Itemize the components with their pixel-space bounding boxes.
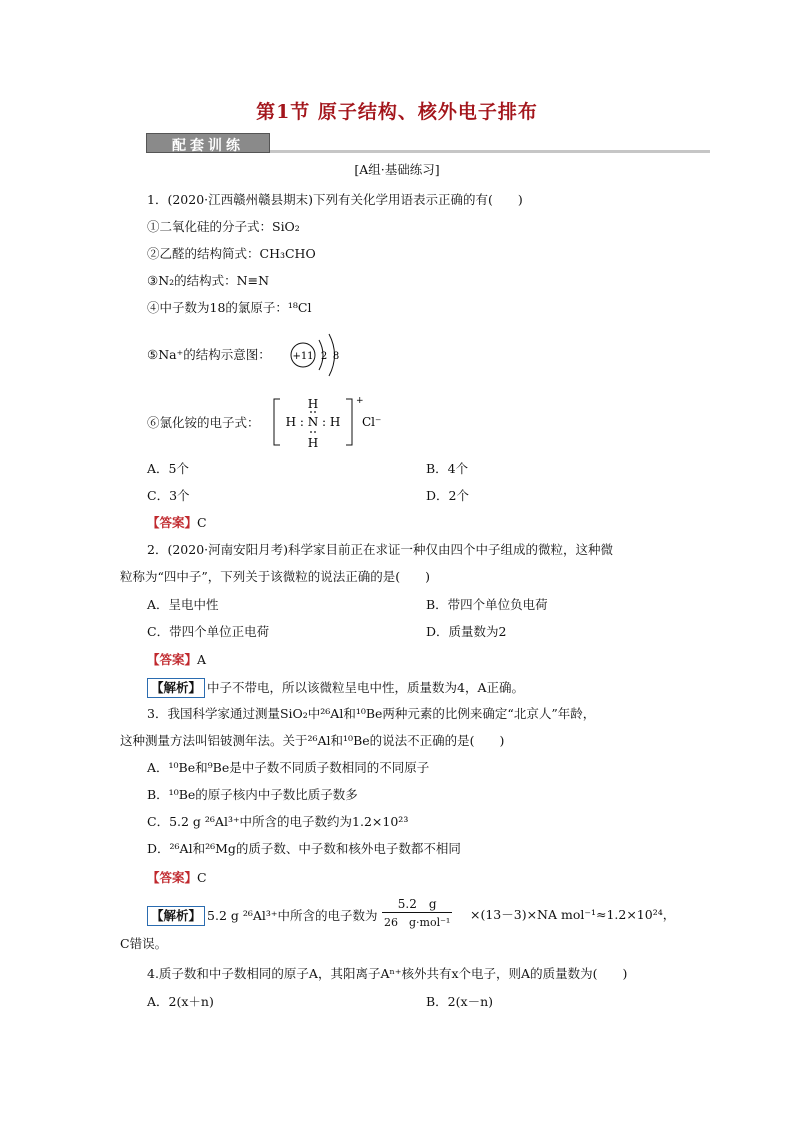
banner-tab xyxy=(146,133,270,153)
answer-value: C xyxy=(197,870,207,885)
explanation-text: 中子不带电，所以该微粒呈电中性，质量数为4，A正确。 xyxy=(207,680,524,695)
answer-value: A xyxy=(197,652,207,667)
section-banner xyxy=(146,133,710,155)
fraction-numerator: 5.2 g xyxy=(382,895,452,913)
q2-answer xyxy=(147,651,206,669)
q1-answer xyxy=(147,514,207,532)
q3-explanation-pre xyxy=(147,906,378,926)
q1-item-3: ③N₂的结构式：N≡N xyxy=(147,273,270,288)
q1-stem: 1．(2020·江西赣州赣县期末)下列有关化学用语表示正确的有( ) xyxy=(147,192,523,207)
q1-item-4: ④中子数为18的氯原子：¹⁸Cl xyxy=(147,300,312,315)
right-bracket xyxy=(346,399,352,445)
explanation-text: 5.2 g ²⁶Al³⁺中所含的电子数为 xyxy=(207,908,378,923)
q2-stem-line-2: 粒称为“四中子”，下列关于该微粒的说法正确的是( ) xyxy=(120,569,431,584)
answer-label: 【答案】 xyxy=(147,515,198,530)
q3-option-b: B．¹⁰Be的原子核内中子数比质子数多 xyxy=(147,787,358,802)
banner-rule xyxy=(270,150,710,153)
q2-option-b: B．带四个单位负电荷 xyxy=(426,597,548,612)
q3-stem-line-2: 这种测量方法叫铝铍测年法。关于²⁶Al和¹⁰Be的说法不正确的是( ) xyxy=(120,733,505,748)
q1-item-1: ①二氧化硅的分子式：SiO₂ xyxy=(147,219,300,234)
q3-option-a: A．¹⁰Be和⁹Be是中子数不同质子数相同的不同原子 xyxy=(147,760,430,775)
q1-item-2: ②乙醛的结构简式：CH₃CHO xyxy=(147,246,316,261)
q3-explanation-post: ×(13－3)×NA mol⁻¹≈1.2×10²⁴， xyxy=(470,907,676,922)
fraction-denominator: 26 g·mol⁻¹ xyxy=(384,916,451,929)
q2-option-a: A．呈电中性 xyxy=(147,597,219,612)
q4-option-a: A．2(x＋n) xyxy=(147,994,214,1009)
q3-explanation-fraction xyxy=(382,895,452,930)
formula-h-top: H xyxy=(307,397,319,411)
page-title: 第1节 原子结构、核外电子排布 xyxy=(256,101,538,123)
answer-value: C xyxy=(197,515,207,530)
formula-charge: + xyxy=(356,396,364,406)
ammonium-chloride-electron-formula xyxy=(268,393,388,453)
banner-label: 配套训练 xyxy=(172,138,244,154)
nucleus-charge: +11 xyxy=(292,351,314,362)
q2-option-c: C．带四个单位正电荷 xyxy=(147,624,270,639)
q4-stem: 4.质子数和中子数相同的原子A，其阳离子Aⁿ⁺核外共有x个电子，则A的质量数为( ) xyxy=(147,966,628,981)
left-bracket xyxy=(274,399,280,445)
q2-explanation xyxy=(147,678,524,698)
q1-option-a: A．5个 xyxy=(147,461,189,476)
shell-2-count: 8 xyxy=(332,351,340,362)
q2-stem-line-1: 2．(2020·河南安阳月考)科学家目前正在求证一种仅由四个中子组成的微粒，这种微 xyxy=(147,542,613,557)
q3-option-d: D．²⁶Al和²⁶Mg的质子数、中子数和核外电子数都不相同 xyxy=(147,841,461,856)
formula-row: H : N : H xyxy=(285,415,341,429)
answer-label: 【答案】 xyxy=(147,652,198,667)
q1-item-6-label: ⑥氯化铵的电子式： xyxy=(147,415,260,430)
answer-label: 【答案】 xyxy=(147,870,198,885)
formula-h-bottom: H xyxy=(307,436,319,450)
formula-chloride: Cl⁻ xyxy=(362,415,382,429)
q3-stem-line-1: 3．我国科学家通过测量SiO₂中²⁶Al和¹⁰Be两种元素的比例来确定“北京人”年龄， xyxy=(147,706,596,721)
q2-option-d: D．质量数为2 xyxy=(426,624,507,639)
q4-option-b: B．2(x－n) xyxy=(426,994,493,1009)
q1-option-b: B．4个 xyxy=(426,461,469,476)
q3-explanation-end: C错误。 xyxy=(120,936,168,951)
sodium-ion-structure-diagram xyxy=(286,330,356,382)
q1-option-c: C．3个 xyxy=(147,488,190,503)
explanation-label: 【解析】 xyxy=(147,678,205,698)
q1-item-5-label: ⑤Na⁺的结构示意图： xyxy=(147,347,271,362)
q3-answer xyxy=(147,869,207,887)
q1-option-d: D．2个 xyxy=(426,488,469,503)
shell-1-count: 2 xyxy=(320,351,328,362)
explanation-label: 【解析】 xyxy=(147,906,205,926)
q3-option-c: C．5.2 g ²⁶Al³⁺中所含的电子数约为1.2×10²³ xyxy=(147,814,409,829)
section-heading: [A组·基础练习] xyxy=(354,162,440,177)
